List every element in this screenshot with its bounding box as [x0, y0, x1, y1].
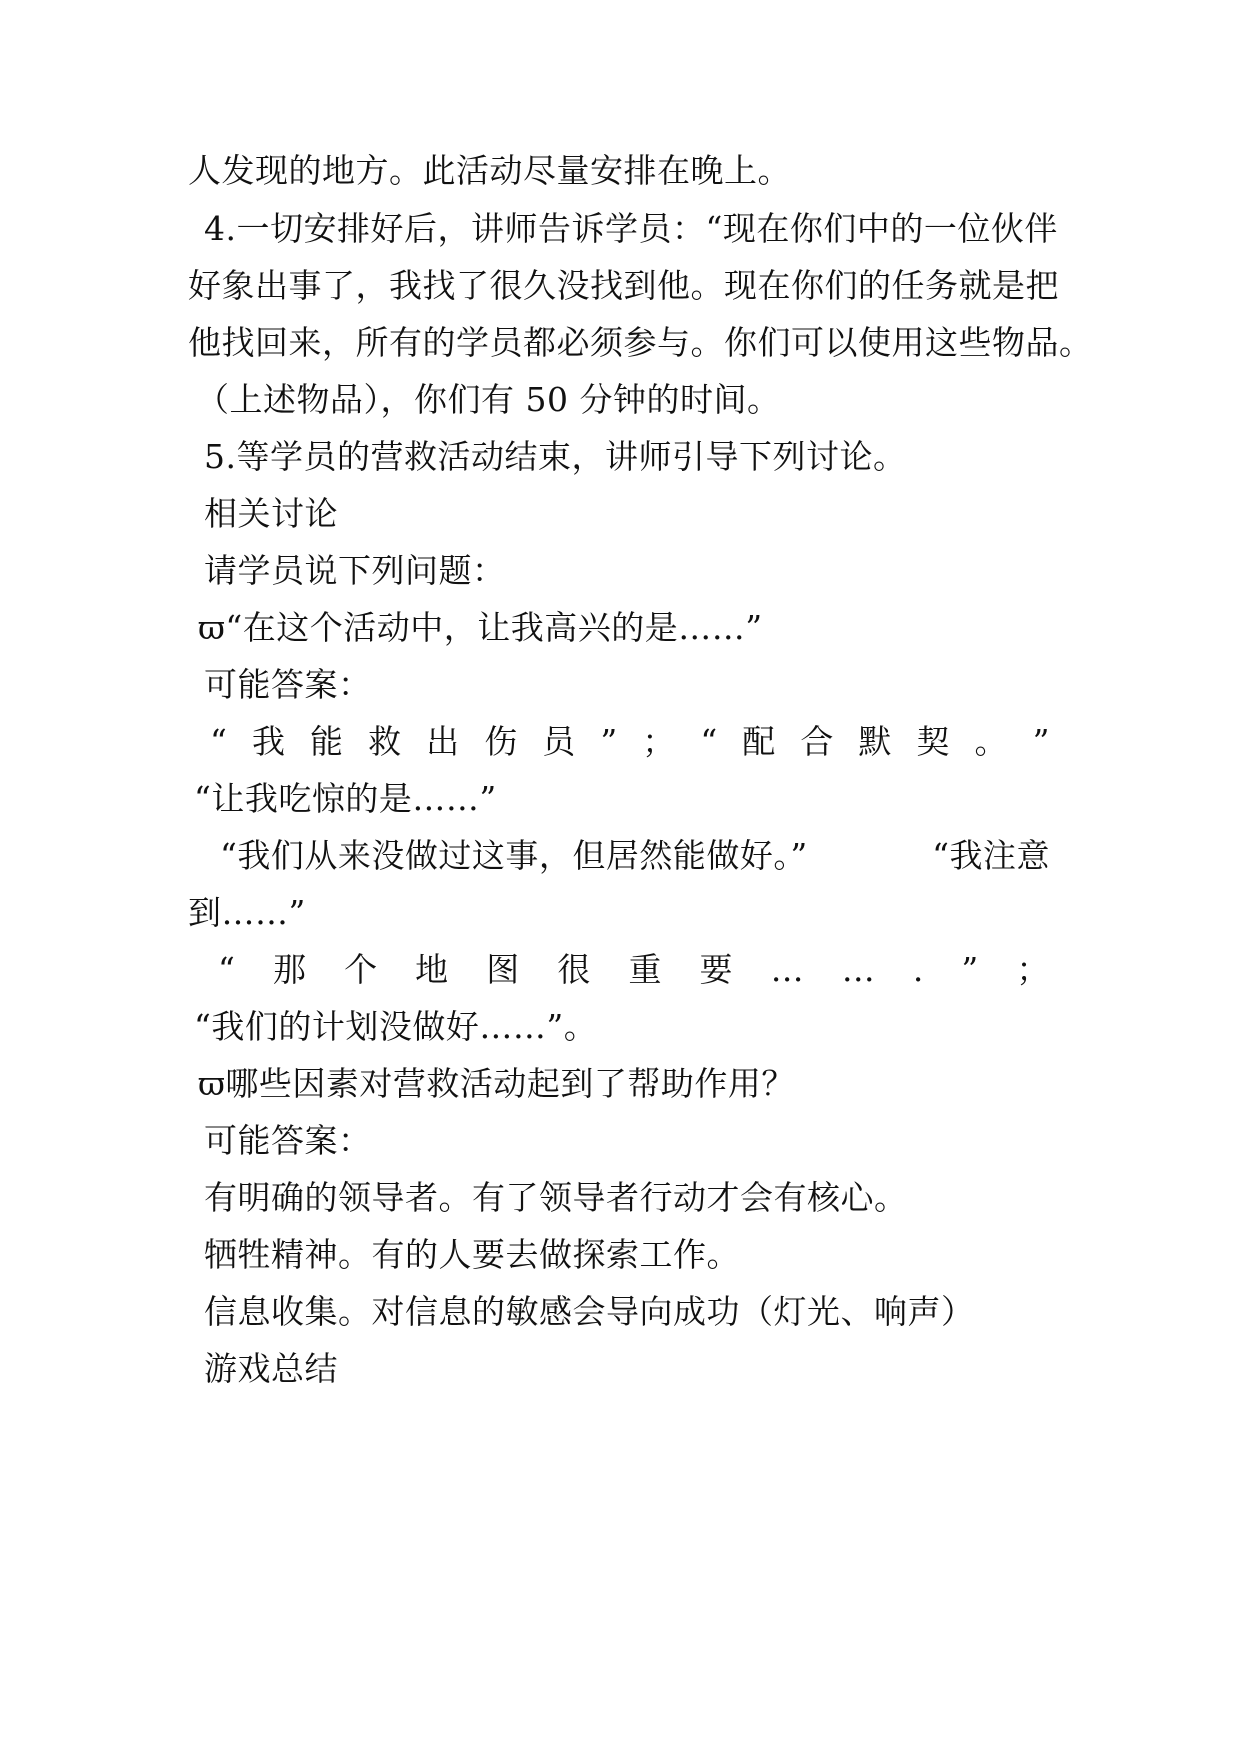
- text-line: 有明确的领导者。有了领导者行动才会有核心。: [204, 1178, 908, 1217]
- text-line: 4.一切安排好后，讲师告诉学员：“现在你们中的一位伙伴: [204, 209, 1058, 248]
- text-line: 请学员说下列问题：: [204, 551, 506, 590]
- glyph: 我: [251, 722, 286, 761]
- text-line: 好象出事了，我找了很久没找到他。现在你们的任务就是把: [188, 266, 1059, 305]
- glyph: 配: [742, 722, 776, 761]
- glyph: 。: [974, 722, 1008, 761]
- glyph: ；: [642, 722, 676, 761]
- text-line: 到……”: [188, 893, 306, 932]
- glyph: ”: [961, 950, 979, 989]
- glyph: 要: [699, 950, 734, 989]
- question-line: ϖ“在这个活动中，让我高兴的是……”: [198, 608, 763, 647]
- glyph: 图: [486, 950, 520, 989]
- text-line: 信息收集。对信息的敏感会导向成功（灯光、响声）: [204, 1292, 975, 1331]
- glyph: 员: [542, 722, 576, 761]
- glyph: “: [700, 722, 718, 761]
- glyph: “: [210, 722, 228, 761]
- section-heading: 相关讨论: [204, 494, 338, 533]
- glyph: .: [912, 950, 924, 989]
- glyph: 个: [344, 950, 378, 989]
- answer-line: [220, 834, 1050, 878]
- quote-text: “我们从来没做过这事，但居然能做好。”: [220, 836, 808, 875]
- glyph: 默: [858, 722, 892, 761]
- glyph: 地: [415, 950, 449, 989]
- text-line: “让我吃惊的是……”: [194, 779, 497, 818]
- glyph: 伤: [484, 722, 518, 761]
- question-line: ϖ哪些因素对营救活动起到了帮助作用？: [198, 1064, 795, 1103]
- text-line: 可能答案：: [204, 1121, 372, 1160]
- quote-text: “我注意: [932, 836, 1050, 875]
- glyph: 能: [310, 722, 344, 761]
- section-heading: 游戏总结: [204, 1349, 338, 1388]
- text-line: 5.等学员的营救活动结束，讲师引导下列讨论。: [204, 437, 907, 476]
- glyph: 契: [916, 722, 950, 761]
- glyph: 合: [800, 722, 834, 761]
- text-line: 可能答案：: [204, 665, 372, 704]
- glyph: …: [770, 950, 805, 989]
- text-line: 牺牲精神。有的人要去做探索工作。: [204, 1235, 740, 1274]
- text-line: 他找回来，所有的学员都必须参与。你们可以使用这些物品。: [188, 323, 1093, 362]
- glyph: “: [218, 950, 236, 989]
- glyph: 很: [557, 950, 591, 989]
- glyph: ”: [1032, 722, 1050, 761]
- glyph: 出: [426, 722, 460, 761]
- text-line: （上述物品），你们有 50 分钟的时间。: [196, 380, 781, 419]
- text-line: 人发现的地方。此活动尽量安排在晚上。: [188, 151, 791, 190]
- answer-line: [210, 720, 1050, 764]
- glyph: 那: [272, 950, 307, 989]
- glyph: ；: [1016, 950, 1050, 989]
- answer-line: [218, 948, 1050, 992]
- glyph: 重: [628, 950, 662, 989]
- text-line: “我们的计划没做好……”。: [194, 1007, 598, 1046]
- glyph: 救: [368, 722, 402, 761]
- glyph: …: [841, 950, 876, 989]
- glyph: ”: [600, 722, 618, 761]
